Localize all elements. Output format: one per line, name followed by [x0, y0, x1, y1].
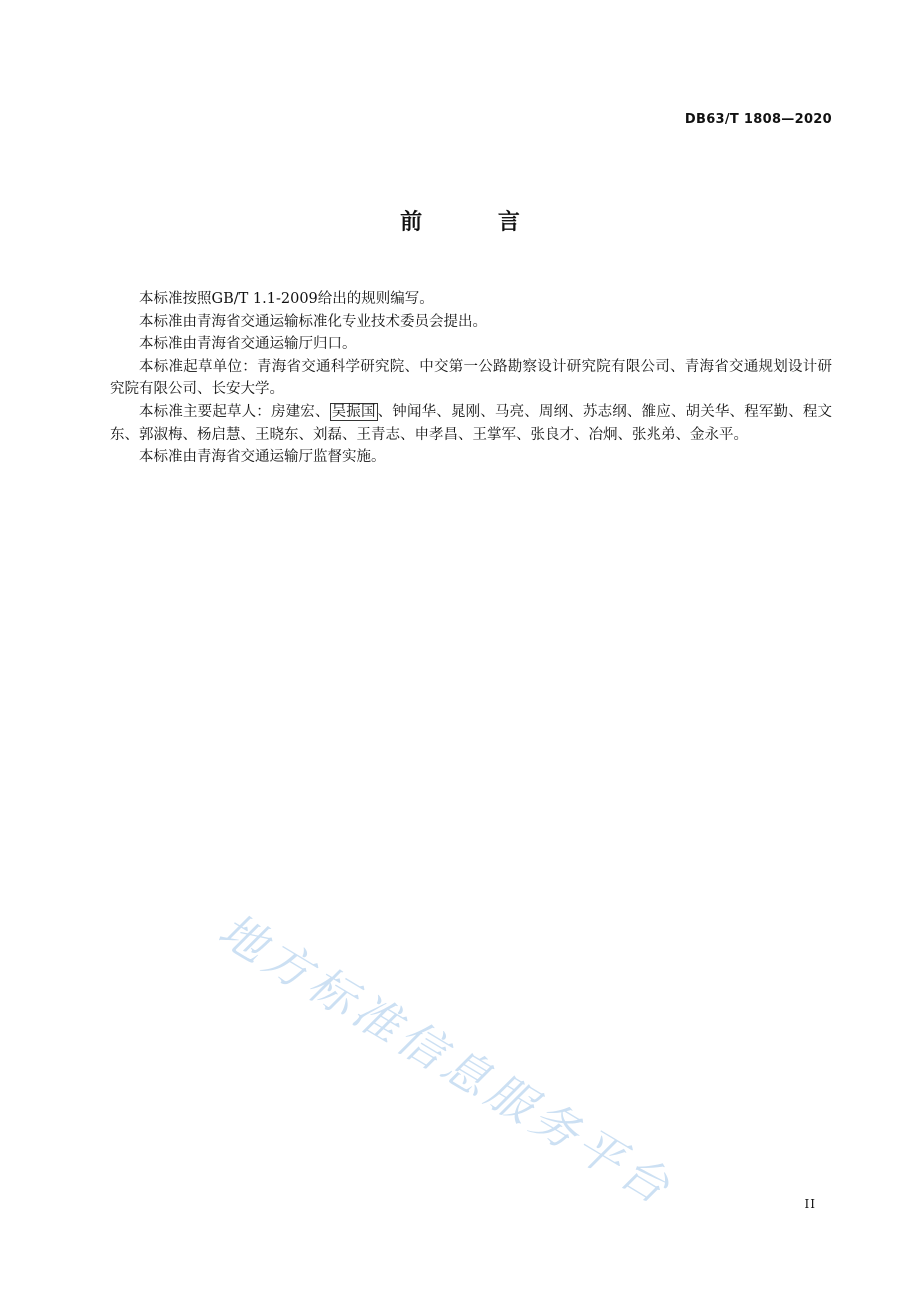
standard-code: DB63/T 1808—2020 — [684, 112, 832, 127]
drafters-prefix: 本标准主要起草人：房建宏、 — [139, 403, 330, 420]
drafters-list: 、钟闻华、晁刚、马亮、周纲、苏志纲、雒应、胡关华、程军勤、程文东、郭淑梅、杨启慧、王晓东、刘磊、王青志、申孝昌、王掌军、张良才、冶炯、张兆弟、金永平。 — [110, 403, 833, 443]
paragraph-supervisor: 本标准由青海省交通运输厅监督实施。 — [139, 449, 386, 466]
page-title: 前 言 — [400, 210, 554, 235]
paragraph-drafters — [110, 401, 832, 446]
paragraph-drafting-units: 本标准起草单位：青海省交通科学研究院、中交第一公路勘察设计研究院有限公司、青海省交通规划设计研究院有限公司、长安大学。 — [110, 358, 832, 398]
highlighted-drafter-name: 吴振国 — [331, 403, 376, 420]
paragraph-proposer: 本标准由青海省交通运输标准化专业技术委员会提出。 — [139, 313, 487, 330]
foreword-body — [110, 288, 832, 469]
watermark-text: 地方标准信息服务平台 — [209, 902, 684, 1217]
paragraph-administrator: 本标准由青海省交通运输厅归口。 — [139, 336, 357, 353]
paragraph-compilation-rules: 本标准按照GB/T 1.1-2009给出的规则编写。 — [139, 291, 434, 307]
page-number: II — [804, 1197, 816, 1211]
